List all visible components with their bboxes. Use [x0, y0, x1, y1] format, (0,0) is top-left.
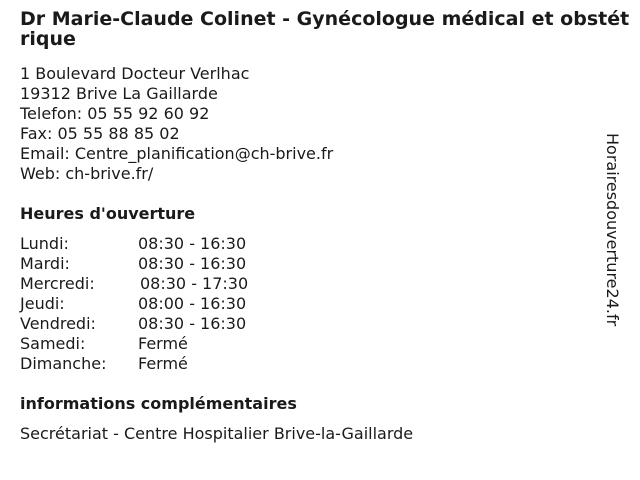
watermark-text: Horairesdouverture24.fr — [603, 133, 622, 327]
day-label: Lundi: — [20, 234, 69, 253]
hours-row-sunday — [20, 354, 248, 374]
day-label: Vendredi: — [20, 314, 96, 333]
hours-row-friday — [20, 314, 248, 334]
time-value: 08:30 - 16:30 — [138, 234, 247, 253]
hours-row-wednesday — [20, 274, 248, 294]
opening-hours-table — [20, 234, 248, 374]
day-label: Samedi: — [20, 334, 86, 353]
time-value: 08:30 - 16:30 — [138, 314, 247, 333]
hours-row-thursday — [20, 294, 248, 314]
additional-info-heading: informations complémentaires — [20, 394, 297, 413]
additional-info-text: Secrétariat - Centre Hospitalier Brive-la-Gaillarde — [20, 424, 414, 443]
time-value: Fermé — [138, 354, 188, 373]
day-label: Mercredi: — [20, 274, 95, 293]
time-value: 08:30 - 17:30 — [140, 274, 249, 293]
hours-row-tuesday — [20, 254, 248, 274]
day-label: Dimanche: — [20, 354, 107, 373]
address-street: 1 Boulevard Docteur Verlhac — [20, 64, 250, 83]
hours-row-saturday — [20, 334, 248, 354]
website-link[interactable]: Web: ch-brive.fr/ — [20, 164, 154, 183]
contact-block — [20, 64, 333, 184]
time-value: 08:00 - 16:30 — [138, 294, 247, 313]
day-label: Jeudi: — [20, 294, 65, 313]
opening-hours-heading: Heures d'ouverture — [20, 204, 196, 223]
fax-number: Fax: 05 55 88 85 02 — [20, 124, 180, 143]
day-label: Mardi: — [20, 254, 70, 273]
phone-number[interactable]: Telefon: 05 55 92 60 92 — [20, 104, 210, 123]
page-title: Dr Marie-Claude Colinet - Gynécologue médical et obstétrique — [20, 8, 630, 50]
address-city: 19312 Brive La Gaillarde — [20, 84, 218, 103]
email-address[interactable]: Email: Centre_planification@ch-brive.fr — [20, 144, 334, 163]
time-value: 08:30 - 16:30 — [138, 254, 247, 273]
time-value: Fermé — [138, 334, 188, 353]
hours-row-monday — [20, 234, 248, 254]
